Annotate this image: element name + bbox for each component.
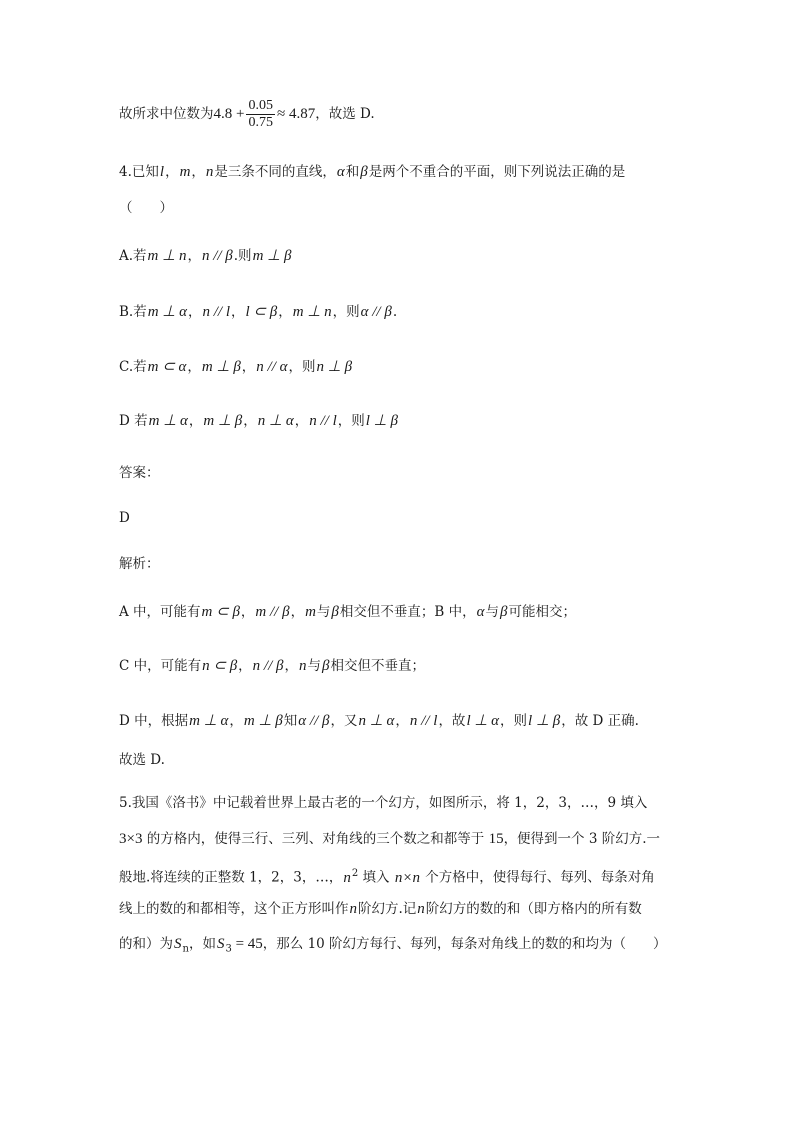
text: 故所求中位数为 [119, 106, 214, 122]
math-expr: = 45 [231, 936, 263, 952]
subscript: 3 [225, 943, 232, 955]
fraction-numerator: 0.05 [248, 98, 273, 113]
question-5-line-3 [119, 864, 655, 888]
text: ， [188, 413, 203, 429]
math-expr: n // l [202, 304, 231, 320]
math-expr: α [476, 604, 485, 620]
text: 和 [345, 164, 360, 180]
math-var: n [205, 164, 214, 180]
text: A 中，可能有 [119, 604, 201, 620]
math-expr: m ⊥ β [201, 359, 241, 375]
math-expr: m [305, 604, 316, 620]
question-5-line-5 [119, 934, 667, 960]
text: 与 [485, 604, 499, 620]
option-a [119, 246, 292, 266]
text: ，那么 10 阶幻方每行、每列，每条对角线上的数的和均为（ ） [262, 936, 667, 952]
math-expr: m ⊥ n [292, 304, 332, 320]
math-expr: n // α [256, 359, 288, 375]
math-expr: m ⊂ β [201, 604, 240, 620]
math-expr: n [298, 658, 307, 674]
text: ， [188, 304, 202, 320]
text: （ ） [119, 200, 173, 216]
text: ， [278, 304, 292, 320]
math-expr: 15 [488, 831, 504, 847]
text: ， [165, 164, 179, 180]
answer-value: D [119, 510, 130, 526]
math-var: α [336, 164, 345, 180]
analysis-line-2 [119, 656, 425, 676]
math-expr: n×n [394, 869, 420, 886]
math-var: l [159, 164, 165, 180]
text: 是三条不同的直线， [214, 164, 336, 180]
text: ， [284, 658, 298, 674]
analysis-line-1 [119, 602, 576, 622]
text: 可能相交； [508, 604, 576, 620]
option-c [119, 357, 353, 377]
option-d [119, 411, 399, 431]
question-4-stem [119, 162, 625, 182]
text: 的方格内，使得三行、三列、对角线的三个数之和都等于 [142, 831, 489, 847]
text: ，故选 D. [315, 106, 375, 122]
text: 与 [316, 604, 331, 620]
text: 线上的数的和都相等，这个正方形叫作 [119, 901, 349, 917]
question-5-line-4 [119, 899, 642, 919]
text: ，如 [188, 936, 216, 952]
math-expr: l ⊥ β [365, 413, 398, 429]
text: 般地.将连续的正整数 1，2，3，…， [119, 869, 343, 886]
math-expr: n ⊥ α [358, 713, 395, 729]
math-expr: n ⊥ β [316, 359, 353, 375]
math-expr: n // l [309, 413, 337, 429]
fraction-denominator: 0.75 [248, 115, 273, 130]
option-b [119, 302, 397, 322]
text: ， [241, 359, 256, 375]
text: ， [395, 713, 409, 729]
math-expr: l ⊥ α [466, 713, 500, 729]
math-expr: β [499, 604, 508, 620]
math-expr: α // β [360, 304, 392, 320]
math-expr: n // β [201, 248, 233, 264]
math-expr: ≈ 4.87 [276, 106, 316, 122]
option-label: C.若 [119, 359, 147, 375]
math-expr: 4.8 + [213, 106, 245, 122]
text: ，则 [332, 304, 360, 320]
math-expr: β [321, 658, 330, 674]
text: 知 [283, 713, 298, 729]
math-var: S [216, 936, 225, 952]
math-var: m [179, 164, 191, 180]
text: ，便得到一个 3 阶幻方.一 [503, 831, 661, 847]
answer-label: 答案： [119, 465, 160, 481]
text: ， [294, 413, 309, 429]
math-expr: n ⊥ α [257, 413, 294, 429]
text: 是两个不重合的平面，则下列说法正确的是 [368, 164, 626, 180]
analysis-label: 解析： [119, 556, 160, 572]
text: ， [229, 713, 243, 729]
text: ， [191, 164, 205, 180]
text: . [392, 304, 398, 320]
text: ， [290, 604, 305, 620]
fraction [246, 98, 275, 131]
math-expr: n // β [252, 658, 284, 674]
text: ，故 D 正确. [561, 713, 639, 729]
math-expr: m ⊥ n [147, 248, 187, 264]
text: .则 [233, 248, 252, 264]
math-var: S [174, 936, 182, 952]
option-label: A.若 [119, 248, 147, 264]
text: ，则 [500, 713, 528, 729]
math-var: β [360, 164, 368, 180]
math-expr: β [331, 604, 339, 620]
math-expr: 3×3 [119, 831, 143, 847]
math-expr: m ⊥ β [252, 248, 292, 264]
math-expr: m ⊥ α [148, 413, 188, 429]
math-expr: m ⊥ β [203, 413, 243, 429]
text: 相交但不垂直； [330, 658, 425, 674]
option-label: D 若 [119, 413, 148, 429]
math-expr: n // l [409, 713, 438, 729]
math-expr: l ⊂ β [245, 304, 278, 320]
text: 阶幻方的数的和（即方格内的所有数 [425, 901, 642, 917]
text: ， [240, 604, 255, 620]
math-expr: n ⊂ β [202, 658, 238, 674]
option-label: B.若 [119, 304, 147, 320]
text: ， [238, 658, 252, 674]
text: 相交但不垂直；B 中， [339, 604, 476, 620]
analysis-line-4: 故选 D. [119, 752, 165, 768]
median-conclusion-line [119, 98, 375, 131]
math-expr: l ⊥ β [528, 713, 561, 729]
text: 填入 [358, 869, 394, 886]
text: D 中，根据 [119, 713, 189, 729]
subscript: n [182, 943, 189, 955]
text: C 中，可能有 [119, 658, 202, 674]
math-expr: m ⊂ α [147, 359, 187, 375]
text: ， [187, 359, 201, 375]
math-expr: m ⊥ β [243, 713, 283, 729]
math-expr: m // β [255, 604, 290, 620]
text: 已知 [131, 164, 159, 180]
text: 阶幻方.记 [358, 901, 417, 917]
text: 的和）为 [119, 936, 173, 952]
math-var: n [349, 901, 357, 917]
text: ，又 [330, 713, 358, 729]
math-var: n [417, 901, 425, 917]
question-5-line-2 [119, 829, 660, 849]
question-5-line-1: 5.我国《洛书》中记载着世界上最古老的一个幻方，如图所示，将 1，2，3，…，9 填入 [119, 795, 648, 811]
text: ， [231, 304, 245, 320]
text: 与 [307, 658, 321, 674]
math-expr: α // β [298, 713, 330, 729]
analysis-line-3 [119, 711, 639, 731]
text: ， [243, 413, 257, 429]
text: ，则 [288, 359, 316, 375]
text: ，故 [438, 713, 466, 729]
answer-paren [119, 198, 173, 218]
math-expr: m ⊥ α [147, 304, 187, 320]
text: ， [187, 248, 201, 264]
text: ，则 [337, 413, 365, 429]
text: 个方格中，使得每行、每列、每条对角 [420, 869, 655, 886]
superscript: 2 [351, 868, 359, 879]
math-var: n [343, 869, 351, 886]
question-number: 4. [119, 164, 132, 180]
math-expr: m ⊥ α [189, 713, 229, 729]
